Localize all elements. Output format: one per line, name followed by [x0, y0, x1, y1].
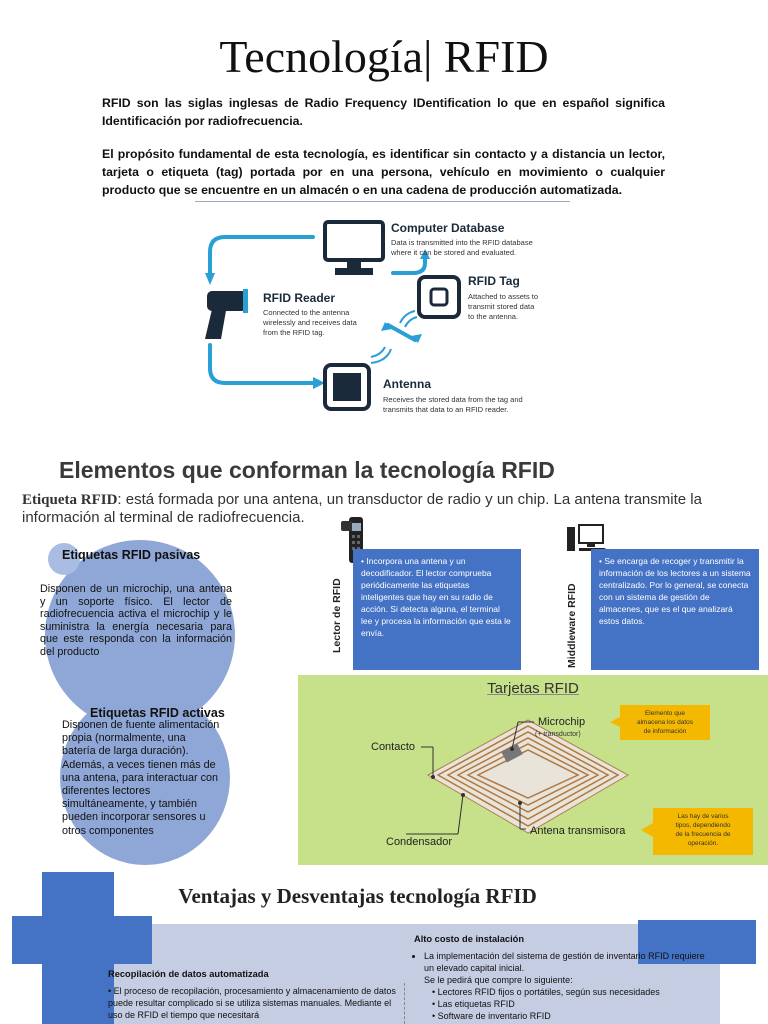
bullet-icon: •: [599, 556, 602, 566]
callout-antena: [641, 808, 753, 855]
arrow-tag-to-computer: [393, 257, 425, 273]
svg-text:Data is transmitted into the R: Data is transmitted into the RFID database: [391, 238, 533, 247]
antenna-icon: [325, 347, 391, 409]
rfid-reader-icon: [205, 289, 248, 339]
alto-costo-text: [414, 950, 714, 1022]
svg-text:RFID Tag: RFID Tag: [468, 274, 520, 288]
svg-text:wirelessly and receives data: wirelessly and receives data: [263, 318, 357, 327]
tarjetas-title: Tarjetas RFID: [487, 680, 579, 697]
computer-icon: [325, 222, 383, 275]
arrow-tag-antenna: [388, 325, 415, 340]
bullet-icon: •: [361, 556, 364, 566]
list-item: • Lectores RFID fijos o portátiles, según sus necesidades: [432, 987, 660, 997]
arrow-reader-to-antenna: [210, 345, 313, 383]
svg-text:from the RFID tag.: from the RFID tag.: [263, 328, 325, 337]
svg-text:Elemento que: Elemento que: [644, 710, 686, 717]
svg-text:Microchip: Microchip: [538, 716, 586, 728]
pasivas-text: Disponen de un microchip, una antena y un soporte físico. El lector de radiofrecuencia activa el microchip y le suministra la energía necesaria para que este responda con la información del producto: [40, 583, 232, 658]
etiqueta-text: : está formada por una antena, un transductor de radio y un chip. La antena transmite la información al terminal de radiofrecuencia.: [22, 491, 702, 526]
section-heading-elements: Elementos que conforman la tecnología RFID: [59, 457, 555, 483]
svg-text:Condensador: Condensador: [386, 836, 453, 848]
svg-text:Antenna: Antenna: [383, 377, 431, 391]
svg-text:Antena transmisora: Antena transmisora: [530, 825, 626, 837]
etiqueta-description: [22, 491, 762, 526]
svg-text:operación.: operación.: [687, 840, 719, 847]
arrow-computer-to-reader: [210, 237, 313, 275]
recopilacion-title: Recopilación de datos automatizada: [108, 969, 269, 979]
recopilacion-text: • El proceso de recopilación, procesamiento y almacenamiento de datos puede resultar complicado si se utiliza sistemas manuales. Mediante el uso de RFID el tiempo que necesitará: [108, 986, 396, 1020]
cross-shape-horizontal: [12, 916, 152, 964]
lector-description-box: [353, 549, 521, 670]
svg-text:Las hay de varios: Las hay de varios: [677, 813, 729, 820]
pasivas-title: Etiquetas RFID pasivas: [62, 548, 201, 562]
middleware-label: Middleware RFID: [566, 583, 578, 668]
svg-text:to the antenna.: to the antenna.: [468, 312, 519, 321]
svg-text:de información: de información: [643, 728, 687, 735]
svg-text:Receives the stored data from: Receives the stored data from the tag and: [383, 395, 523, 404]
middleware-text: Se encarga de recoger y transmitir la información de los lectores a un sistema centralizado. Por lo general, se conecta con un sistema de gestión de almacenes, que es el que analizará estos datos.: [599, 556, 751, 626]
svg-text:almacena los datos: almacena los datos: [636, 719, 694, 726]
rfid-flow-diagram: [195, 205, 575, 417]
svg-text:Contacto: Contacto: [371, 741, 416, 753]
activas-title: Etiquetas RFID activas: [90, 706, 225, 720]
intro-paragraph-1: RFID son las siglas inglesas de Radio Frequency IDentification lo que en español significa Identificación por radiofrecuencia.: [102, 96, 665, 128]
etiqueta-label: Etiqueta RFID: [22, 492, 118, 508]
svg-text:Connected to the antenna: Connected to the antenna: [263, 308, 350, 317]
lector-label: Lector de RFID: [331, 578, 343, 653]
list-item: • Software de inventario RFID: [432, 1011, 551, 1021]
intro-paragraph-2: El propósito fundamental de esta tecnología, es identificar sin contacto y a distancia un lector, tarjeta o etiqueta (tag) portada por en una persona, vehículo en movimiento o cualquier producto que se encuentre en un almacén o en una cadena de producción automatizada.: [102, 147, 665, 197]
ventajas-title: Ventajas y Desventajas tecnología RFID: [178, 884, 537, 908]
dashed-divider: [404, 983, 406, 1024]
svg-text:Computer Database: Computer Database: [391, 221, 505, 235]
svg-text:tipos, dependiendo: tipos, dependiendo: [675, 822, 731, 829]
activas-text: Disponen de fuente alimentación propia (normalmente, una batería de larga duración). Además, a veces tienen más de una antena, para interactuar con diferentes lectores simultáneamente, y también pueden incorporar sensores u otros componentes: [62, 719, 220, 837]
rfid-card-illustration: [428, 720, 628, 833]
list-item: • Las etiquetas RFID: [432, 999, 515, 1009]
rfid-tag-icon: [400, 277, 459, 327]
svg-text:transmit stored data: transmit stored data: [468, 302, 535, 311]
divider-line: [195, 201, 570, 202]
svg-text:de la frecuencia de: de la frecuencia de: [675, 831, 731, 838]
rfid-card-diagram: [298, 675, 768, 865]
alto-costo-title: Alto costo de instalación: [414, 934, 525, 944]
svg-text:(+ transductor): (+ transductor): [535, 731, 581, 738]
svg-text:where it can be stored and eva: where it can be stored and evaluated.: [391, 248, 517, 257]
list-item: • La implementación del sistema de gestión de inventario RFID requiere un elevado capital inicial. Se le pedirá que compre lo siguiente: • Lectores RFID fijos o portátiles, según sus necesidades • Las etiquetas RFID • Software de inventario RFID: [424, 950, 714, 1022]
middleware-description-box: [591, 549, 759, 670]
lector-text: Incorpora una antena y un decodificador. El lector comprueba periódicamente las etiquetas inteligentes que hay en su radio de acción. Si detecta alguna, el terminal lee y procesa la información que esta le envía.: [361, 556, 511, 638]
callout-microchip: [610, 705, 710, 740]
page-title: Tecnología| RFID: [219, 31, 549, 82]
svg-text:transmits that data to an RFID: transmits that data to an RFID reader.: [383, 405, 509, 414]
svg-text:Attached to assets to: Attached to assets to: [468, 292, 539, 301]
bullet-icon: •: [108, 986, 112, 996]
svg-text:RFID Reader: RFID Reader: [263, 291, 336, 305]
